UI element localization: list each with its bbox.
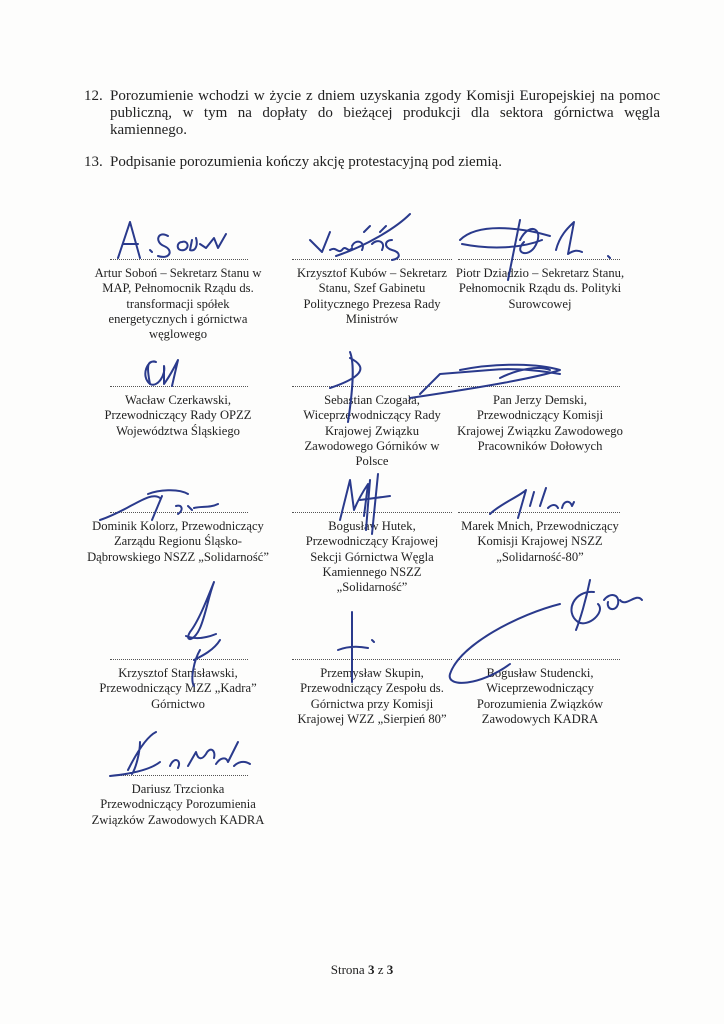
signatory-line: Politycznego Prezesa Rady [303, 296, 441, 311]
signature-2 [310, 214, 410, 260]
signatory-line: Wacław Czerkawski, [125, 393, 231, 407]
signatory-line: Przewodniczący MZZ „Kadra” [99, 681, 257, 696]
signatory-line: Wiceprzewodniczący [486, 681, 594, 696]
point-text: Porozumienie wchodzi w życie z dniem uzyskania zgody Komisji Europejskiej na pomoc publiczną, w tym na dopłaty do bieżącej produkcji dla sektora górnictwa węgla kamiennego. [110, 88, 660, 138]
signatory-line: Krzysztof Kubów – Sekretarz [296, 266, 448, 280]
point-12 [84, 88, 660, 139]
signatory-line: Sebastian Czogała, [324, 393, 420, 407]
signatory-line: Krzysztof Stanisławski, [118, 666, 238, 680]
signatory-line: Przewodniczący Krajowej [305, 534, 439, 549]
signatory-line: Przewodniczący Porozumienia [100, 797, 256, 812]
signature-line [110, 386, 248, 387]
signatory-line: Stanu, Szef Gabinetu [318, 281, 426, 296]
point-text: Podpisanie porozumienia kończy akcję protestacyjną pod ziemią. [110, 154, 502, 170]
signatory-line: Pełnomocnik Rządu ds. Polityki [458, 281, 622, 296]
footer-prefix: Strona [330, 962, 368, 977]
footer-sep: z [374, 962, 387, 977]
signature-line [292, 512, 452, 513]
signatory-line: Przewodniczący Komisji [476, 408, 604, 423]
signatory-line: Dominik Kolorz, Przewodniczący [92, 519, 264, 533]
signatory-line: Związków Zawodowych KADRA [91, 812, 265, 827]
signatory-line: Górnictwa przy Komisji [310, 696, 434, 711]
signature-line [110, 775, 248, 776]
signatory [440, 519, 640, 565]
signatory [78, 519, 278, 565]
signatory-line: Województwa Śląskiego [116, 423, 240, 438]
signatory [78, 782, 278, 828]
signatory [78, 393, 278, 439]
signatory-line: Krajowej WZZ „Sierpień 80” [297, 711, 447, 726]
signatory-line: Krajowej Związku Zawodowego [457, 423, 623, 438]
signature-line [458, 512, 620, 513]
signatory-line: Polsce [355, 454, 389, 469]
signatory-line: Bogusław Studencki, [486, 666, 594, 680]
signatory-line: „Solidarność” [336, 580, 408, 595]
signature-line [110, 259, 248, 260]
signatory-line: energetycznych i górnictwa [108, 311, 248, 326]
signatory-line: Zawodowych KADRA [481, 711, 599, 726]
signatory-line: węglowego [148, 327, 208, 342]
signature-line [292, 259, 452, 260]
signatory-line: Krajowej Związku [324, 423, 420, 438]
signatory-line: Zawodowego Górników w [304, 438, 440, 453]
signatory-line: Ministrów [345, 311, 399, 326]
signature-line [110, 659, 248, 660]
signatory-line: Marek Mnich, Przewodniczący [461, 519, 619, 533]
signature-9 [490, 488, 574, 518]
point-number: 13. [84, 154, 103, 170]
signatory-line: transformacji spółek [126, 296, 230, 311]
signature-line [458, 659, 620, 660]
page-footer [0, 962, 724, 978]
signature-13 [110, 732, 250, 776]
signature-4 [145, 360, 178, 386]
signatory-line: Sekcji Górnictwa Węgla [310, 549, 434, 564]
signature-line [458, 386, 620, 387]
signature-1 [118, 222, 226, 258]
point-13 [84, 154, 660, 171]
signatory-line: Przewodniczący Rady OPZZ [104, 408, 252, 423]
signatory-line: Górnictwo [151, 696, 205, 711]
signatory-line: Piotr Dziadzio – Sekretarz Stanu, [455, 266, 625, 280]
signatory-line: MAP, Pełnomocnik Rządu ds. [102, 281, 254, 296]
footer-total: 3 [386, 962, 394, 977]
signatory-line: Przemysław Skupin, [320, 666, 424, 680]
point-number: 12. [84, 88, 103, 104]
signature-7 [100, 490, 218, 520]
signatory-line: Artur Soboń – Sekretarz Stanu w [94, 266, 262, 280]
signatory-line: Surowcowej [508, 296, 572, 311]
signatory-line: Przewodniczący Zespołu ds. [300, 681, 444, 696]
signature-line [458, 259, 620, 260]
signature-line [292, 659, 452, 660]
signatory [78, 266, 278, 342]
signatory [78, 666, 278, 712]
signatory-line: Pracowników Dołowych [477, 438, 603, 453]
signatory [440, 393, 640, 454]
signatory [440, 666, 640, 727]
signatory-line: „Solidarność-80” [496, 549, 584, 564]
signatory-line: Zarządu Regionu Śląsko- [113, 534, 242, 549]
signatory-line: Wiceprzewodniczący Rady [303, 408, 441, 423]
signatory-line: Pan Jerzy Demski, [492, 393, 588, 407]
signatory-line: Komisji Krajowej NSZZ [477, 534, 603, 549]
signatory-line: Dariusz Trzcionka [131, 782, 225, 796]
signature-line [110, 512, 248, 513]
signatory-line: Bogusław Hutek, [328, 519, 416, 533]
signatory-line: Dąbrowskiego NSZZ „Solidarność” [87, 549, 269, 564]
signature-6 [420, 369, 560, 394]
signature-line [292, 386, 452, 387]
signatory-line: Porozumienia Związków [476, 696, 604, 711]
signatory-line: Kamiennego NSZZ [322, 564, 422, 579]
signatory [440, 266, 640, 312]
footer-page: 3 [367, 962, 375, 977]
